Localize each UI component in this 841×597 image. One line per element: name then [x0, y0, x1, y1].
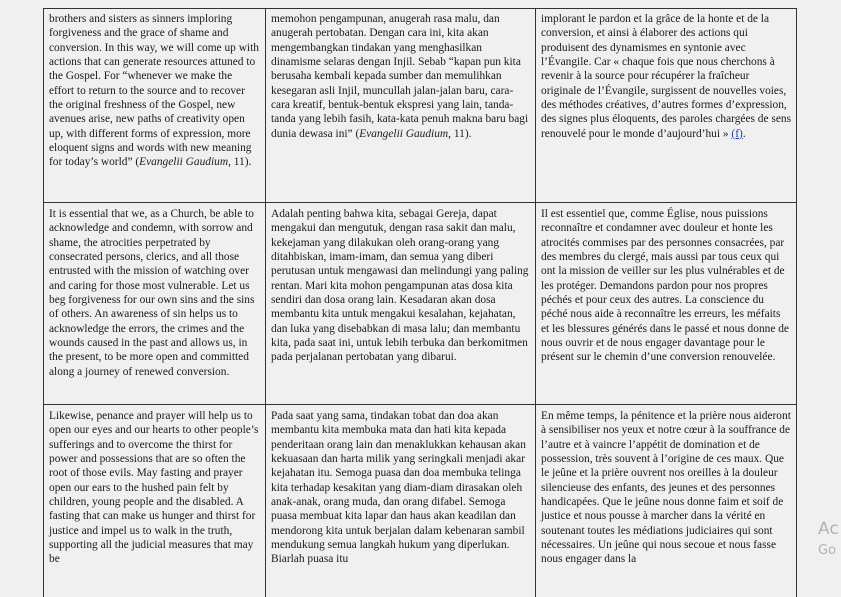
cell-indonesian [266, 203, 536, 405]
citation-title: Evangelii Gaudium [139, 156, 229, 169]
cell-text: Likewise, penance and prayer will help us to open our eyes and our hearts to other people’s sufferings and to overcome the thirst for power and possessions that are so often the root of those evils. May fasting and prayer open our ears to the hushed pain felt by children, young people and the disabled. A fasting that can make us hunger and thirst for justice and impel us to walk in the truth, supporting all the judicial measures that may be [49, 410, 259, 566]
cell-french [536, 405, 797, 597]
footnote-link[interactable]: (f) [731, 127, 743, 140]
cell-text: implorant le pardon et la grâce de la honte et de la conversion, et ainsi à élaborer des actions qui produisent des dynamismes en syntonie avec l’Évangile. Car « chaque fois que nous cherchons à revenir à la source pour récupérer la fraîcheur originale de l’Évangile, surgissent de nouvelles voies, des méthodes créatives, d’autres formes d’expression, des signes plus éloquents, des paroles chargées de sens renouvelé pour le monde d’aujourd’hui » [541, 13, 792, 140]
cell-text: Adalah penting bahwa kita, sebagai Gereja, dapat mengakui dan mengutuk, dengan rasa sakit dan malu, kekejaman yang dilakukan oleh orang-orang yang ditahbiskan, imam-imam, dan semua yang diberi perutusan untuk mengawasi dan melindungi yang paling rentan. Mari kita mohon pengampunan atas dosa kita sendiri dan dosa orang lain. Kesadaran akan dosa membantu kita untuk mengakui kesalahan, kejahatan, dan luka yang disebabkan di masa lalu; dan membantu kita, pada saat ini, untuk lebih terbuka dan berkomitmen pada perjalanan pertobatan yang dibarui. [271, 208, 529, 364]
cell-english [44, 203, 266, 405]
watermark-line-2: Go [818, 543, 837, 558]
citation-tail: , 11). [448, 127, 472, 140]
table-row [44, 203, 797, 405]
cell-text: It is essential that we, as a Church, be able to acknowledge and condemn, with sorrow and shame, the atrocities perpetrated by consecrated persons, clerics, and all those entrusted with the mission of watching over and caring for those most vulnerable. Let us beg forgiveness for our own sins and the sins of others. An awareness of sin helps us to acknowledge the errors, the crimes and the wounds caused in the past and allows us, in the present, to be more open and committed along a journey of renewed conversion. [49, 208, 255, 378]
activation-watermark [818, 521, 839, 557]
trilingual-table [43, 8, 797, 597]
cell-indonesian [266, 405, 536, 597]
citation-title: Evangelii Gaudium [359, 127, 449, 140]
citation-tail: , 11). [228, 156, 252, 169]
cell-english [44, 9, 266, 203]
cell-text: memohon pengampunan, anugerah rasa malu, dan anugerah pertobatan. Dengan cara ini, kita akan mengembangkan tindakan yang menghasilkan dinamisme selaras dengan Injil. Sebab “kapan pun kita berusaha kembali kepada sumber dan memulihkan kesegaran asli Injil, muncullah jalan-jalan baru, cara-cara kreatif, bentuk-bentuk ekspresi yang lain, tanda-tanda yang lebih fasih, kata-kata penuh makna baru bagi dunia dewasa ini” ( [271, 13, 529, 140]
table-row [44, 9, 797, 203]
cell-text: brothers and sisters as sinners imploring forgiveness and the grace of shame and conversion. In this way, we will come up with actions that can generate resources attuned to the Gospel. For “whenever we make the effort to return to the source and to recover the original freshness of the Gospel, new avenues arise, new paths of creativity open up, with different forms of expression, more eloquent signs and words with new meaning for today’s world” ( [49, 13, 259, 169]
cell-text: Il est essentiel que, comme Église, nous puissions reconnaître et condamner avec douleur et honte les atrocités commises par des personnes consacrées, par des membres du clergé, mais aussi par tous ceux qui ont la mission de veiller sur les plus vulnérables et de les protéger. Demandons pardon pour nos propres péchés et pour ceux des autres. La conscience du péché nous aide à reconnaître les erreurs, les méfaits et les blessures générés dans le passé et nous donne de nous ouvrir et de nous engager davantage pour le présent sur le chemin d’une conversion renouvelée. [541, 208, 789, 364]
table-row [44, 405, 797, 597]
cell-english [44, 405, 266, 597]
cell-indonesian [266, 9, 536, 203]
cell-french [536, 9, 797, 203]
cell-text: Pada saat yang sama, tindakan tobat dan doa akan membantu kita membuka mata dan hati kita kepada penderitaan orang lain dan menaklukkan kehausan akan kekuasaan dan harta milik yang seringkali menjadi akar kejahatan itu. Semoga puasa dan doa membuka telinga kita terhadap kesakitan yang diam-diam dirasakan oleh anak-anak, orang muda, dan orang difabel. Semoga puasa membuat kita lapar dan haus akan keadilan dan mendorong kita untuk berjalan dalam kebenaran sambil mendukung semua langkah hukum yang diperlukan. Biarlah puasa itu [271, 410, 526, 566]
citation-tail: . [742, 127, 746, 140]
watermark-line-1: Ac [818, 519, 839, 539]
cell-french [536, 203, 797, 405]
cell-text: En même temps, la pénitence et la prière nous aideront à sensibiliser nos yeux et notre cœur à la souffrance de l’autre et à vaincre l’appétit de domination et de possession, très souvent à l’origine de ces maux. Que le jeûne et la prière ouvrent nos oreilles à la douleur silencieuse des enfants, des jeunes et des personnes handicapées. Que le jeûne nous donne faim et soif de justice et nous pousse à marcher dans la vérité en soutenant toutes les médiations judiciaires qui sont nécessaires. Un jeûne qui nous secoue et nous fasse nous engager dans la [541, 410, 791, 566]
